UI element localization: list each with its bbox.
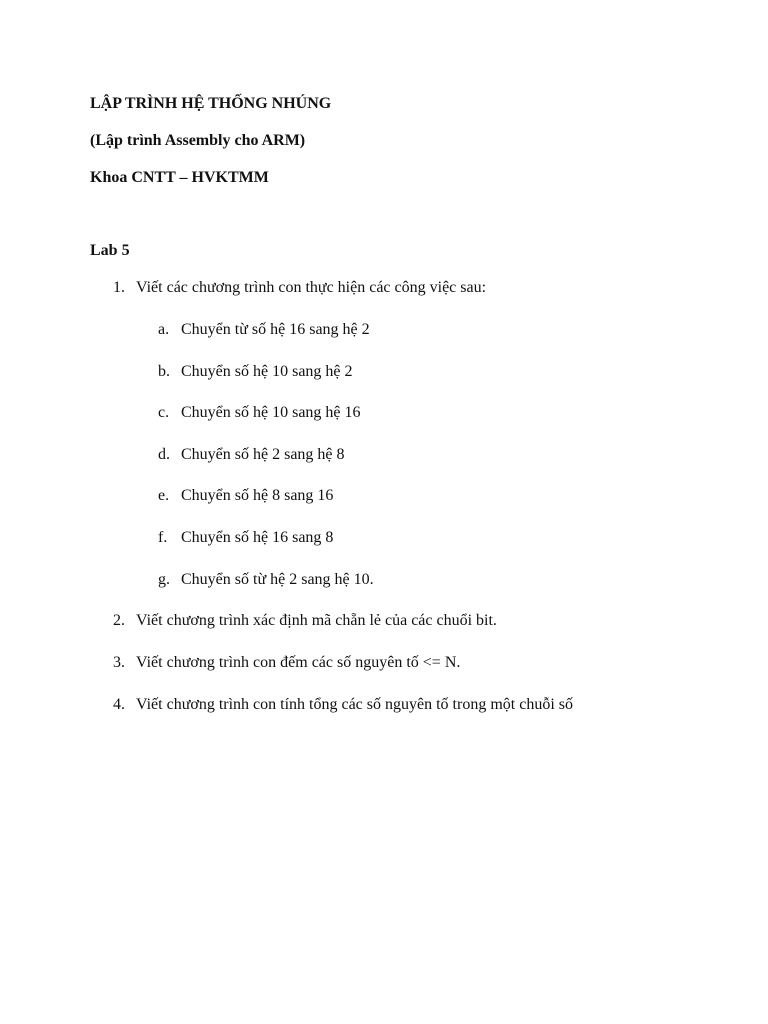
list-item-text: Viết chương trình con tính tổng các số nguyên tố trong một chuỗi số: [136, 696, 573, 713]
list-item-text: Viết các chương trình con thực hiện các công việc sau:: [136, 279, 487, 296]
sub-list-item-text: Chuyển số từ hệ 2 sang hệ 10.: [181, 571, 374, 588]
sub-list-item-text: Chuyển số hệ 2 sang hệ 8: [181, 446, 345, 463]
sub-list-item-text: Chuyển số hệ 8 sang 16: [181, 487, 334, 504]
department-label: Khoa CNTT – HVKTMM: [90, 169, 269, 186]
sub-list-item-letter: c.: [158, 404, 170, 421]
list-item-number: 1.: [113, 279, 125, 296]
document-subtitle: (Lập trình Assembly cho ARM): [90, 132, 306, 149]
sub-list-item-letter: d.: [158, 446, 170, 463]
list-item-number: 2.: [113, 612, 125, 629]
lab-heading: Lab 5: [90, 242, 130, 259]
sub-list-item-text: Chuyển số hệ 10 sang hệ 16: [181, 404, 361, 421]
list-item-text: Viết chương trình xác định mã chẵn lẻ của các chuổi bit.: [136, 612, 497, 629]
list-item-text: Viết chương trình con đếm các số nguyên tố <= N.: [136, 654, 461, 671]
sub-list-item-text: Chuyển từ số hệ 16 sang hệ 2: [181, 321, 370, 338]
sub-list-item-letter: b.: [158, 363, 170, 380]
sub-list-item-text: Chuyển số hệ 16 sang 8: [181, 529, 334, 546]
sub-list-item-letter: e.: [158, 487, 170, 504]
sub-list-item-letter: a.: [158, 321, 170, 338]
sub-list-item-text: Chuyển số hệ 10 sang hệ 2: [181, 363, 353, 380]
list-item-number: 3.: [113, 654, 125, 671]
document-title: LẬP TRÌNH HỆ THỐNG NHÚNG: [90, 95, 332, 112]
sub-list-item-letter: g.: [158, 571, 170, 588]
list-item-number: 4.: [113, 696, 125, 713]
sub-list-item-letter: f.: [158, 529, 168, 546]
